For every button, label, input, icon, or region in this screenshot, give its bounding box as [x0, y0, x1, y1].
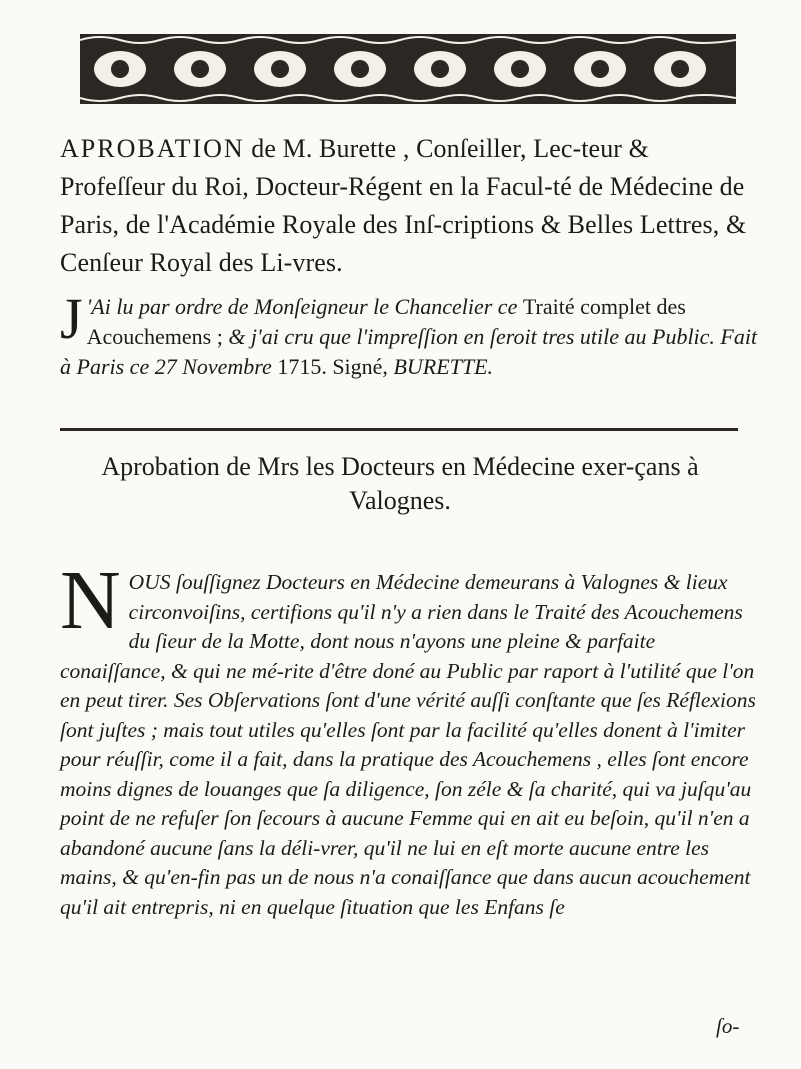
section-divider: [60, 428, 738, 431]
approbation-text-2: & j'ai cru que l'impreſſion en ſeroit tres utile au Public. Fait à Paris ce 27 Novembre: [60, 324, 758, 379]
approbation-heading-text: de M. Burette , Conſeiller, Lec-teur & Profeſſeur du Roi, Docteur-Régent en la Facul-té de Médecine de Paris, de l'Académie Royale des Inſ-criptions & Belles Lettres, & Cenſeur Royal des Li-vres.: [60, 134, 747, 277]
drop-cap-j: J: [60, 286, 83, 351]
approbation-text-upright-1: Traité complet des Acouchemens ;: [86, 294, 686, 349]
second-approbation-text: OUS ſouſſignez Docteurs en Médecine demeurans à Valognes & lieux circonvoiſins, certifions qu'il n'y a rien dans le Traité des Acouchemens du ſieur de la Motte, dont nous n'ayons une pleine & parfaite conaiſſance, & qui ne mé-rite d'être doné au Public par raport à l'utilité que l'on en peut tirer. Ses Obſervations ſont d'une vérité auſſi conſtante que ſes Réflexions ſont juſtes ; mais tout utiles qu'elles ſont par la facilité qu'elles donent à l'imiter pour réuſſir, come il a fait, dans la pratique des Acouchemens , elles ſont encore moins dignes de louanges que ſa diligence, ſon zéle & ſa charité, qui va juſqu'au point de ne refuſer ſon ſecours à aucune Femme qui en ait eu beſoin, qu'il n'en a abandoné aucune ſans la déli-vrer, qu'il ne lui en eſt morte aucune entre les mains, & qu'en-fin pas un de nous n'a conaiſſance que dans aucun acouchement qu'il ait entrepris, ni en quelque ſituation que les Enfans ſe: [60, 570, 756, 919]
approbation-body: [60, 286, 760, 382]
drop-cap-n: N: [60, 554, 121, 647]
approbation-heading: [60, 130, 760, 282]
approbation-signature: BURETTE.: [387, 354, 494, 379]
ornamental-headpiece: [80, 34, 736, 104]
second-approbation-heading: Aprobation de Mrs les Docteurs en Médecine exer-çans à Valognes.: [101, 452, 699, 515]
approbation-text-1: 'Ai lu par ordre de Monſeigneur le Chancelier ce: [86, 294, 523, 319]
approbation-text-upright-2: 1715. Signé,: [277, 354, 388, 379]
second-approbation-body: [60, 554, 765, 922]
catchword: ſo-: [716, 1014, 740, 1038]
approbation-title: APROBATION: [60, 134, 245, 163]
